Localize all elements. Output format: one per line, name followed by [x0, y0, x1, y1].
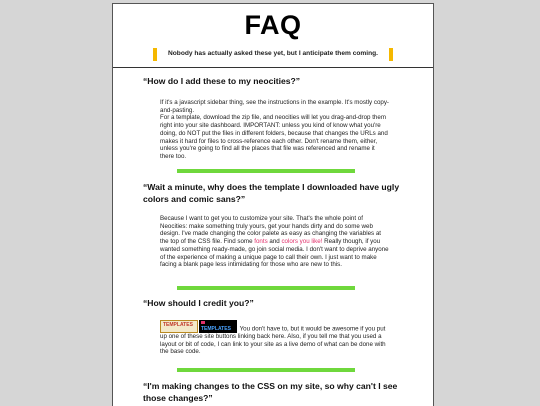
page-container	[112, 3, 434, 406]
faq-question-4: “I'm making changes to the CSS on my site, so why can't I see those changes?”	[143, 381, 398, 403]
subtitle-banner	[153, 48, 393, 62]
faq-question-2: “Wait a minute, why does the template I downloaded have ugly colors and comic sans?”	[143, 182, 400, 204]
faq-answer-2-text-start: Because I want to get you to customize your site. That's the whole point of Neocities: make something truly yours, get your hands dirty and do some web design. I've made changing the color palete as easy as changing the variables at the top of the CSS file. Find some	[160, 215, 381, 246]
site-button-dark[interactable]	[199, 320, 237, 333]
site-button-dark-label: TEMPLATES	[201, 326, 231, 332]
faq-answer-1	[160, 99, 390, 161]
faq-answer-2	[160, 215, 390, 269]
page-title: FAQ	[244, 10, 302, 40]
faq-question-1: “How do I add these to my neocities?”	[143, 76, 301, 86]
faq-answer-2-text-end: Really though, if you wanted something ready-made, go join social media. I don't want to deprive anyone of the experience of making a unique page to call their own. I just want to make facing a blank page less intimidating for those who are new to this.	[160, 238, 389, 269]
section-divider-1	[177, 169, 355, 173]
faq-answer-3-text: You don't have to, but it would be awesome if you put up one of these site buttons linking back here. Also, if you tell me that you used a layout or bit of code, I can link to your site as a live demo of what can be done with the base code.	[160, 325, 386, 356]
site-button-light[interactable]	[160, 320, 198, 333]
faq-answer-1-line-1: If it's a javascript sidebar thing, see the instructions in the example. It's mostly copy-and-pasting.	[160, 99, 389, 114]
fonts-link[interactable]: fonts	[254, 238, 268, 246]
header-divider	[113, 67, 433, 68]
page-subtitle: Nobody has actually asked these yet, but I anticipate them coming.	[168, 50, 378, 57]
colors-link[interactable]: colors you like!	[281, 238, 323, 246]
site-button-light-label: TEMPLATES	[163, 322, 193, 328]
faq-answer-2-and: and	[267, 238, 282, 246]
faq-answer-1-line-2: For a template, download the zip file, and neocities will let you drag-and-drop them right into your site dashboard. IMPORTANT: unless you kind of know what you're doing, do NOT put the files in different folders, because that changes the URLs and makes it hard for files to cross-reference each other. Don't rename them, either, unless you're going to find all the places that file was referenced and rename it there too.	[160, 114, 388, 160]
section-divider-3	[177, 368, 355, 372]
section-divider-2	[177, 286, 355, 290]
site-button-dark-pixel	[201, 321, 205, 324]
subtitle-right-bar	[389, 48, 393, 61]
faq-answer-3	[160, 320, 390, 356]
faq-question-3: “How should I credit you?”	[143, 298, 254, 308]
